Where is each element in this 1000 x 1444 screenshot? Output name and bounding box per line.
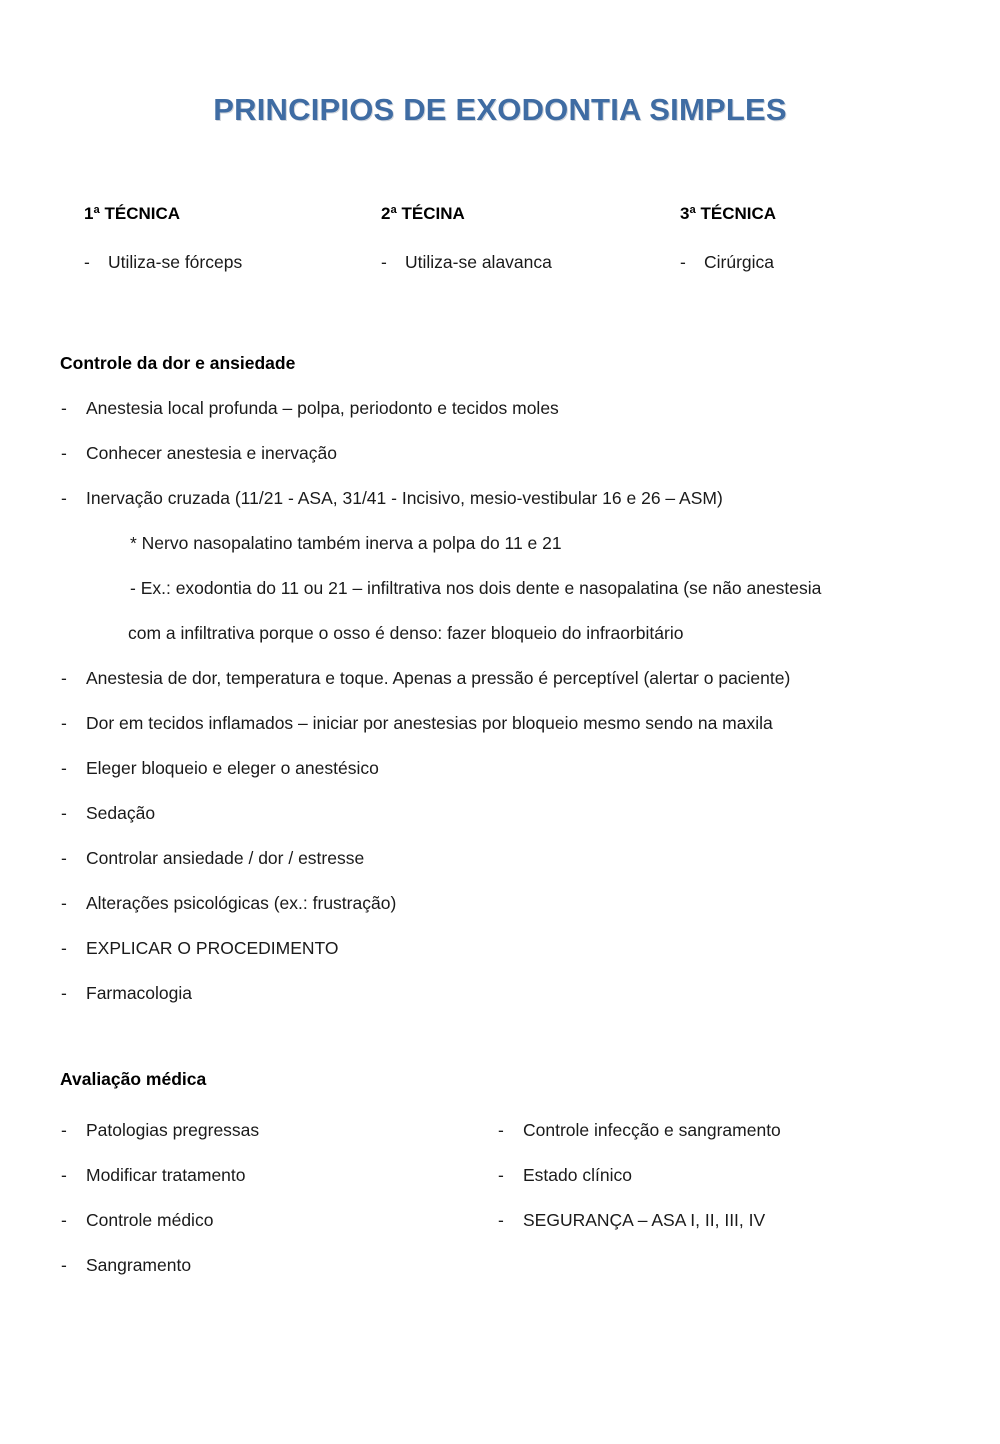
- list-item: [60, 1163, 480, 1208]
- technique-item-label-1: Utiliza-se fórceps: [108, 252, 243, 272]
- technique-heading-1: 1ª TÉCNICA: [84, 204, 181, 223]
- list-item: [60, 396, 960, 441]
- page-title: PRINCIPIOS DE EXODONTIA SIMPLES: [213, 92, 787, 127]
- list-item-text: Controle médico: [86, 1210, 214, 1230]
- list-item-text: Farmacologia: [86, 983, 193, 1003]
- technique-heading-3: 3ª TÉCNICA: [680, 204, 777, 223]
- list-item: [60, 981, 960, 1026]
- bullet-dash-icon: -: [61, 1255, 67, 1275]
- list-item-text: Alterações psicológicas (ex.: frustração): [86, 893, 397, 913]
- pain-control-list: [60, 396, 960, 1026]
- sub-note-example-line-1: - Ex.: exodontia do 11 ou 21 – infiltrativa nos dois dente e nasopalatina (se não anestesia: [130, 578, 822, 598]
- list-item: [497, 1118, 937, 1163]
- list-item: [60, 801, 960, 846]
- medical-evaluation-right-column: [497, 1118, 937, 1253]
- bullet-dash-icon: -: [498, 1210, 504, 1230]
- list-item-text: Patologias pregressas: [86, 1120, 260, 1140]
- list-item: [497, 1208, 937, 1253]
- list-item-text: Modificar tratamento: [86, 1165, 246, 1185]
- list-item-text: Controlar ansiedade / dor / estresse: [86, 848, 365, 868]
- list-item: [497, 1163, 937, 1208]
- list-item: [60, 891, 960, 936]
- medical-evaluation-left-column: [60, 1118, 480, 1298]
- list-item-text: Controle infecção e sangramento: [523, 1120, 781, 1140]
- sub-note-example-line-2: com a infiltrativa porque o osso é denso: fazer bloqueio do infraorbitário: [128, 623, 684, 643]
- bullet-dash-icon: -: [61, 758, 67, 778]
- technique-item-2: [381, 250, 552, 274]
- bullet-dash-icon: -: [61, 938, 67, 958]
- list-item-text: Conhecer anestesia e inervação: [86, 443, 337, 463]
- list-item-text: Sangramento: [86, 1255, 192, 1275]
- bullet-dash-icon: -: [498, 1120, 504, 1140]
- bullet-dash-icon: -: [61, 443, 67, 463]
- bullet-dash-icon: -: [61, 803, 67, 823]
- sub-note-nasopalatine: * Nervo nasopalatino também inerva a polpa do 11 e 21: [130, 533, 562, 553]
- list-item-text: Anestesia local profunda – polpa, periodonto e tecidos moles: [86, 398, 559, 418]
- bullet-dash-icon: -: [61, 713, 67, 733]
- technique-item-label-3: Cirúrgica: [704, 252, 775, 272]
- list-item: [60, 486, 960, 531]
- list-item-text: EXPLICAR O PROCEDIMENTO: [86, 938, 339, 958]
- list-item: [60, 1118, 480, 1163]
- list-item: [60, 846, 960, 891]
- bullet-dash-icon: -: [680, 252, 686, 272]
- bullet-dash-icon: -: [498, 1165, 504, 1185]
- list-item-text: Eleger bloqueio e eleger o anestésico: [86, 758, 379, 778]
- bullet-dash-icon: -: [61, 398, 67, 418]
- bullet-dash-icon: -: [61, 848, 67, 868]
- list-item-text: SEGURANÇA – ASA I, II, III, IV: [523, 1210, 766, 1230]
- list-item: [60, 756, 960, 801]
- techniques-row: [0, 203, 1000, 293]
- technique-heading-2: 2ª TÉCINA: [381, 204, 465, 223]
- technique-item-1: [84, 250, 242, 274]
- technique-column-2: [381, 203, 552, 274]
- bullet-dash-icon: -: [61, 893, 67, 913]
- list-item: [60, 1253, 480, 1298]
- section-heading-pain-control: Controle da dor e ansiedade: [60, 353, 296, 373]
- list-item: [60, 936, 960, 981]
- bullet-dash-icon: -: [84, 252, 90, 272]
- list-item: [60, 711, 960, 756]
- bullet-dash-icon: -: [61, 488, 67, 508]
- bullet-dash-icon: -: [61, 1210, 67, 1230]
- bullet-dash-icon: -: [61, 1120, 67, 1140]
- technique-item-3: [680, 250, 776, 274]
- bullet-dash-icon: -: [381, 252, 387, 272]
- list-item-text: Inervação cruzada (11/21 - ASA, 31/41 - Incisivo, mesio-vestibular 16 e 26 – ASM): [86, 488, 723, 508]
- list-item: [60, 1208, 480, 1253]
- section-heading-medical-evaluation: Avaliação médica: [60, 1069, 207, 1089]
- technique-item-label-2: Utiliza-se alavanca: [405, 252, 552, 272]
- bullet-dash-icon: -: [61, 983, 67, 1003]
- bullet-dash-icon: -: [61, 1165, 67, 1185]
- list-item: [60, 441, 960, 486]
- list-item-text: Sedação: [86, 803, 156, 823]
- medical-evaluation-columns: [0, 1118, 1000, 1318]
- list-item: [60, 666, 960, 711]
- list-item-text: Dor em tecidos inflamados – iniciar por anestesias por bloqueio mesmo sendo na maxila: [86, 713, 773, 733]
- technique-column-1: [84, 203, 242, 274]
- list-item-text: Estado clínico: [523, 1165, 632, 1185]
- list-item-text: Anestesia de dor, temperatura e toque. Apenas a pressão é perceptível (alertar o paciente): [86, 668, 791, 688]
- technique-column-3: [680, 203, 776, 274]
- bullet-dash-icon: -: [61, 668, 67, 688]
